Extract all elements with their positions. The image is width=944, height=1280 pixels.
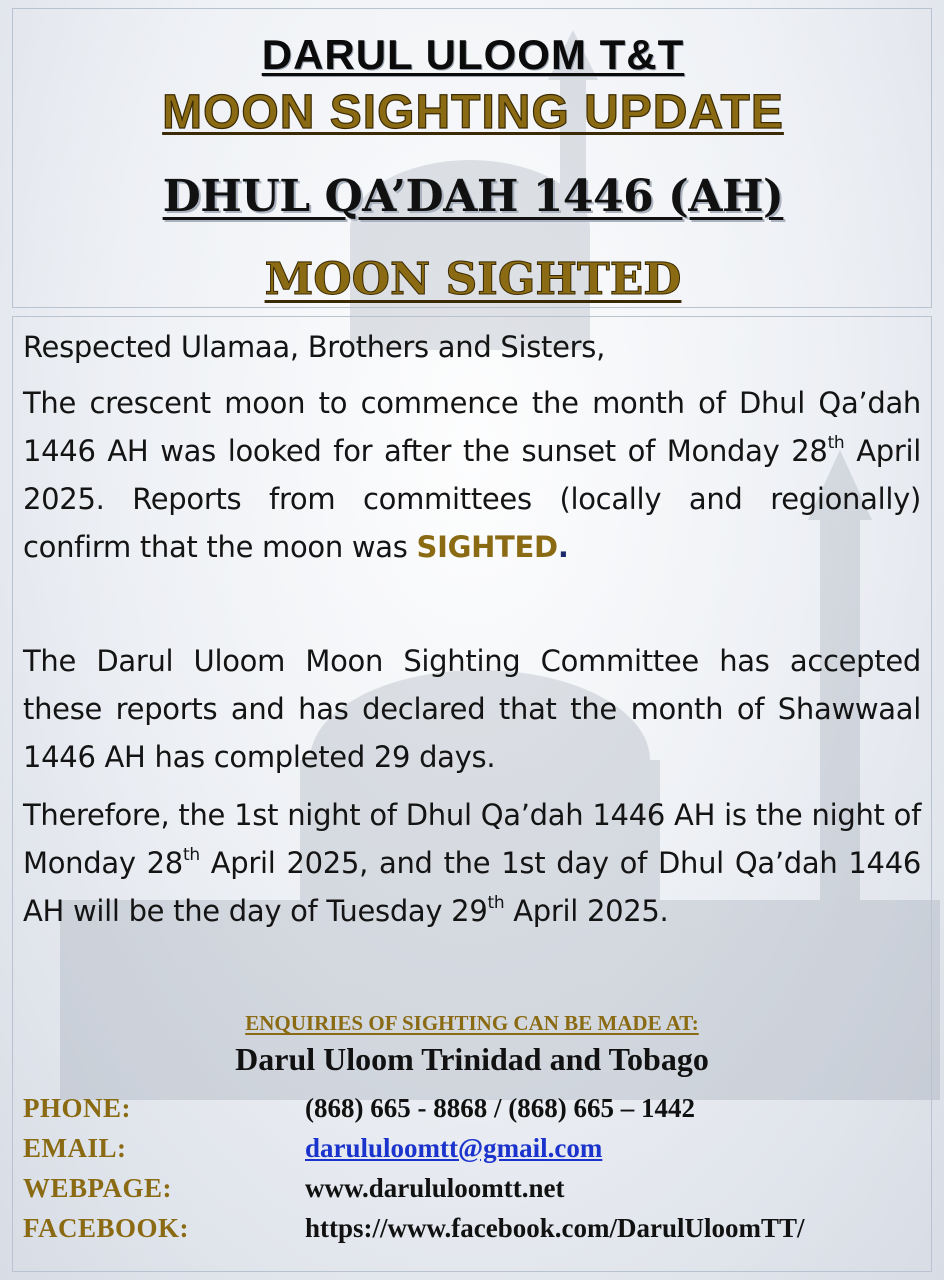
facebook-row: [23, 1213, 923, 1253]
update-title: MOON SIGHTING UPDATE: [162, 86, 784, 139]
month-title: DHUL QA’DAH 1446 (AH): [162, 171, 784, 222]
p1-ordinal: th: [827, 433, 845, 454]
phone-value: (868) 665 - 8868 / (868) 665 – 1442: [305, 1093, 695, 1123]
webpage-row: [23, 1173, 923, 1213]
sighted-highlight: SIGHTED: [416, 530, 558, 564]
phone-row: [23, 1093, 923, 1133]
p3-ordinal-1: th: [182, 845, 200, 866]
enquiries-heading: ENQUIRIES OF SIGHTING CAN BE MADE AT:: [245, 1011, 699, 1035]
announcement-panel: [12, 316, 932, 1272]
paragraph-committee-decision: The Darul Uloom Moon Sighting Committee has accepted these reports and has declared that the month of Shawwaal 1446 AH has completed 29 days.: [23, 644, 921, 774]
p1-text-a: The crescent moon to commence the month of Dhul Qa’dah 1446 AH was looked for after the sunset of Monday 28: [23, 386, 921, 468]
email-link[interactable]: darululoomtt@gmail.com: [305, 1133, 603, 1163]
organization-name: Darul Uloom Trinidad and Tobago: [235, 1041, 709, 1077]
p3-ordinal-2: th: [487, 893, 505, 914]
facebook-value: https://www.facebook.com/DarulUloomTT/: [305, 1213, 805, 1243]
header-panel: [12, 8, 932, 308]
p1-end: .: [557, 530, 569, 564]
greeting: Respected Ulamaa, Brothers and Sisters,: [23, 330, 605, 364]
paragraph-crescent-report: [23, 379, 921, 571]
paragraph-dates: [23, 791, 921, 935]
email-row: [23, 1133, 923, 1173]
p3-text-a: Therefore, the 1st night of Dhul Qa’dah 1446 AH is the night of Monday 28: [23, 798, 921, 880]
status-title: MOON SIGHTED: [264, 254, 682, 305]
webpage-label: WEBPAGE:: [23, 1173, 173, 1203]
p1-text-b: April 2025. Reports from committees (locally and regionally) confirm that the moon was: [23, 434, 921, 564]
email-label: EMAIL:: [23, 1133, 127, 1163]
phone-label: PHONE:: [23, 1093, 131, 1123]
p3-text-c: April 2025.: [504, 894, 669, 928]
facebook-label: FACEBOOK:: [23, 1213, 189, 1243]
webpage-value: www.darululoomtt.net: [305, 1173, 565, 1203]
p3-text-b: April 2025, and the 1st day of Dhul Qa’dah 1446 AH will be the day of Tuesday 29: [23, 846, 921, 928]
org-title: DARUL ULOOM T&T: [261, 31, 685, 78]
